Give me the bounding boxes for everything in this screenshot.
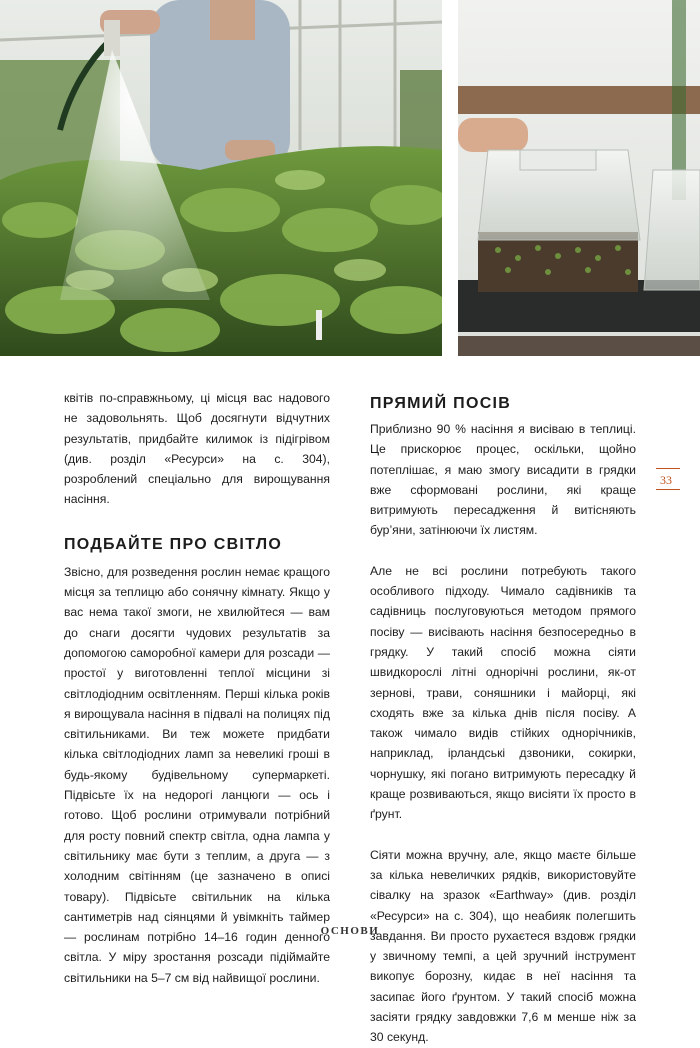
seed-trays-photo — [458, 0, 700, 356]
heading-direct-sowing: ПРЯМИЙ ПОСІВ — [370, 395, 512, 412]
greenhouse-watering-photo — [0, 0, 442, 356]
page-number-rule-bottom — [656, 489, 680, 490]
seed-trays-image — [458, 0, 700, 356]
light-paragraph: Звісно, для розведення рослин немає кращого місця за теплицю або сонячну кімнату. Якщо у вас нема такої змоги, не хвилюйтеся — вам до снаги досягти чудових результатів за допомогою саморобної камери для розсади — простої у виготовленні теплої місцини зі світлодіодним освітленням. Перші кілька років я вирощувала насіння в підвалі на полицях під світильниками. Ви теж можете придбати кілька світлодіодних ламп за невеликі гроші в будь-якому будівельному супермаркеті. Підвісьте їх на недорогі ланцюги — ось і готово. Щоб рослини отримували потрібний для росту повний спектр світла, одна лампа у світильнику має бути з теплим, а друга — з холодним світінням (це зазначено в описі товару). Підвісьте світильник на кілька сантиметрів над сіянцями й увімкніть таймер — рослинам потрібно 14–16 годин денного світла. У міру зростання розсади підіймайте світильники на 5–7 см від найвищої рослини. — [64, 564, 330, 985]
left-column — [64, 388, 330, 988]
right-column — [370, 388, 636, 1048]
direct-sowing-paragraph-3: Сіяти можна вручну, але, якщо маєте більше за кілька невеличких рядків, використовуйте сівалку на зразок «Earthway» (див. розділ «Ресурси» на с. 304), що неабияк полегшить завдання. Ви просто рухаєтеся вздовж грядки у звичному темпі, а цей зручний інструмент викопує борозну, кидає в неї насіння та засипає його ґрунтом. У такий спосіб можна засіяти грядку завдовжки 7,6 м менше ніж за 30 секунд. — [370, 847, 636, 1045]
greenhouse-watering-image — [0, 0, 442, 356]
running-footer: ОСНОВИ — [320, 925, 380, 937]
intro-paragraph: квітів по-справжньому, ці місця вас надового не задовольнять. Щоб досягнути відчутних результатів, придбайте килимок із підігрівом (див. розділ «Ресурси» на с. 304), розроблений спеціально для вирощування насіння. — [64, 391, 330, 507]
direct-sowing-paragraph-2: Але не всі рослини потребують такого особливого підходу. Чимало садівників та садівниць послуговуються методом прямого посіву — висівають насіння безпосередньо в грядку. У такий спосіб можна сіяти швидкорослі літні однорічні рослини, як-от зернові, трави, соняшники і майорці, які сходять вже за кілька днів після посіву. А також чимало видів стійких однорічників, наприклад, ірландські дзвоники, сокирки, чорнушку, які погано витримують пересадку й краще розвиваються, якщо висіяти їх просто в ґрунт. — [370, 563, 636, 822]
page-number: 33 — [660, 473, 672, 487]
page-number-rule-top — [656, 468, 680, 469]
direct-sowing-paragraph-1: Приблизно 90 % насіння я висіваю в теплиці. Це прискорює процес, оскільки, щойно потеплішає, я маю змогу висадити в грядки вже сформовані рослини, які краще витримують пересадження й витісняють бур’яни, затінюючи їх листям. — [370, 422, 636, 538]
heading-light: ПОДБАЙТЕ ПРО СВІТЛО — [64, 535, 283, 553]
